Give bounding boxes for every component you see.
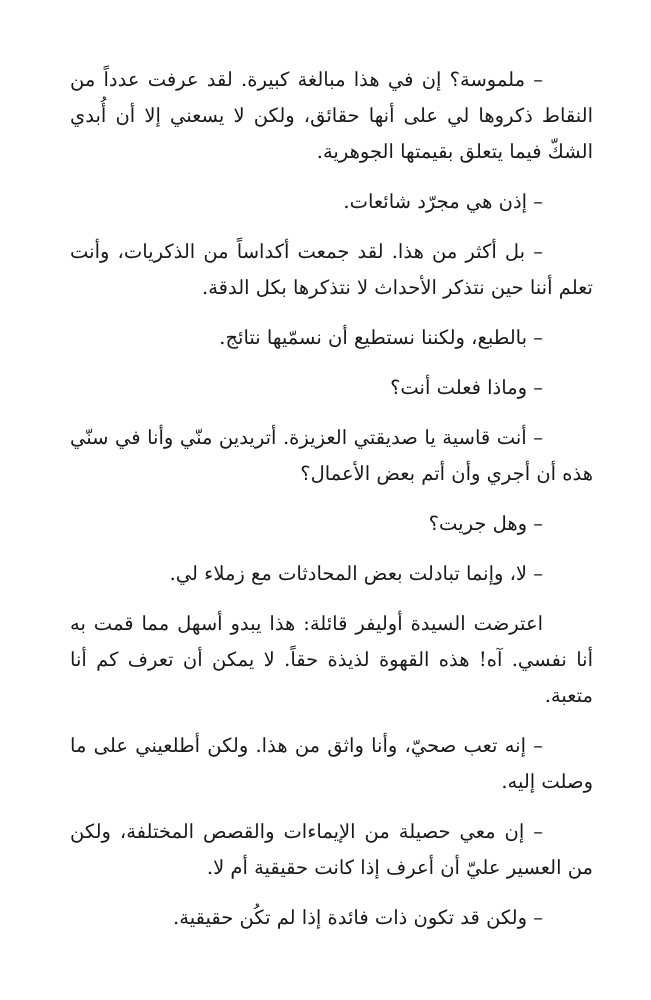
paragraph-7: – وهل جريت؟ xyxy=(428,512,543,535)
paragraph-11: – إن معي حصيلة من الإيماءات والقصص المختلفة، ولكن من العسير عليّ أن أعرف إذا كانت حقيقية أم لا. xyxy=(70,820,593,879)
paragraph-5: – وماذا فعلت أنت؟ xyxy=(390,376,543,399)
paragraph-4: – بالطبع، ولكننا نستطيع أن نسمّيها نتائج. xyxy=(219,326,543,349)
paragraph-2: – إذن هي مجرّد شائعات. xyxy=(343,190,543,213)
paragraph-1: – ملموسة؟ إن في هذا مبالغة كبيرة. لقد عرفت عدداً من النقاط ذكروها لي على أنها حقائق، ولكن لا يسعني إلا أن أُبدي الشكّ فيما يتعلق بقيمتها الجوهرية. xyxy=(70,68,593,163)
paragraph-6: – أنت قاسية يا صديقتي العزيزة. أتريدين منّي وأنا في سنّي هذه أن أجري وأن أتم بعض الأعمال؟ xyxy=(70,426,593,485)
paragraph-12: – ولكن قد تكون ذات فائدة إذا لم تكُن حقيقية. xyxy=(173,906,543,929)
paragraph-9: اعترضت السيدة أوليفر قائلة: هذا يبدو أسهل مما قمت به أنا نفسي. آه! هذه القهوة لذيذة حقاً. لا يمكن أن تعرف كم أنا متعبة. xyxy=(70,612,593,707)
paragraph-8: – لا، وإنما تبادلت بعض المحادثات مع زملاء لي. xyxy=(169,562,543,585)
paragraph-3: – بل أكثر من هذا. لقد جمعت أكداساً من الذكريات، وأنت تعلم أننا حين نتذكر الأحداث لا نتذكرها بكل الدقة. xyxy=(70,240,593,299)
paragraph-10: – إنه تعب صحيّ، وأنا واثق من هذا. ولكن أطلعيني على ما وصلت إليه. xyxy=(70,734,593,793)
